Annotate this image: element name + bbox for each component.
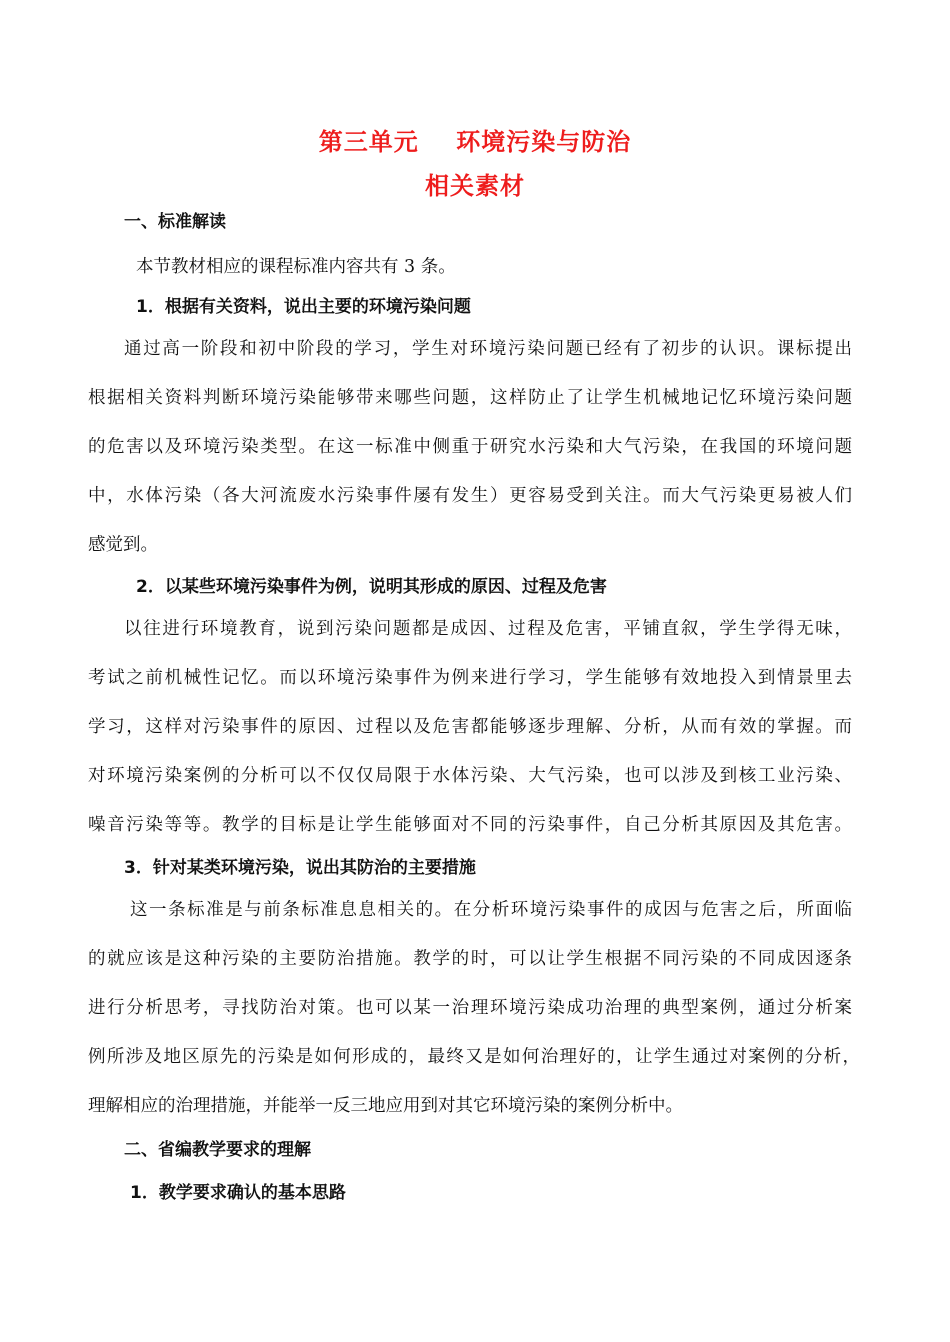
section-heading: 二、省编教学要求的理解 <box>124 1140 311 1160</box>
paragraph-line: 噪音污染等等。教学的目标是让学生能够面对不同的污染事件，自己分析其原因及其危害。 <box>88 815 852 835</box>
paragraph-line: 通过高一阶段和初中阶段的学习，学生对环境污染问题已经有了初步的认识。课标提出 <box>124 339 852 359</box>
item-heading: 1．教学要求确认的基本思路 <box>130 1183 346 1203</box>
paragraph-line: 学习，这样对污染事件的原因、过程以及危害都能够逐步理解、分析，从而有效的掌握。而 <box>88 717 852 737</box>
item-heading: 3．针对某类环境污染，说出其防治的主要措施 <box>124 858 476 878</box>
paragraph-line: 本节教材相应的课程标准内容共有 3 条。 <box>136 257 456 277</box>
paragraph-line: 例所涉及地区原先的污染是如何形成的，最终又是如何治理好的，让学生通过对案例的分析， <box>88 1047 860 1067</box>
paragraph-line: 的就应该是这种污染的主要防治措施。教学的时，可以让学生根据不同污染的不同成因逐条 <box>88 949 852 969</box>
paragraph-line: 的危害以及环境污染类型。在这一标准中侧重于研究水污染和大气污染，在我国的环境问题 <box>88 437 852 457</box>
paragraph-line: 这一条标准是与前条标准息息相关的。在分析环境污染事件的成因与危害之后，所面临 <box>130 900 852 920</box>
document-subtitle: 相关素材 <box>425 172 525 200</box>
paragraph-line: 对环境污染案例的分析可以不仅仅局限于水体污染、大气污染，也可以涉及到核工业污染、 <box>88 766 852 786</box>
paragraph-line: 考试之前机械性记忆。而以环境污染事件为例来进行学习，学生能够有效地投入到情景里去 <box>88 668 852 688</box>
paragraph-line: 理解相应的治理措施，并能举一反三地应用到对其它环境污染的案例分析中。 <box>88 1096 683 1116</box>
paragraph-line: 根据相关资料判断环境污染能够带来哪些问题，这样防止了让学生机械地记忆环境污染问题 <box>88 388 852 408</box>
document-title: 第三单元 环境污染与防治 <box>318 128 632 156</box>
section-heading: 一、标准解读 <box>124 212 226 232</box>
paragraph-line: 以往进行环境教育，说到污染问题都是成因、过程及危害，平铺直叙，学生学得无味， <box>124 619 852 639</box>
item-heading: 1．根据有关资料，说出主要的环境污染问题 <box>136 297 471 317</box>
paragraph-line: 中，水体污染（各大河流废水污染事件屡有发生）更容易受到关注。而大气污染更易被人们 <box>88 486 852 506</box>
item-heading: 2．以某些环境污染事件为例，说明其形成的原因、过程及危害 <box>136 577 607 597</box>
paragraph-line: 感觉到。 <box>88 535 158 555</box>
paragraph-line: 进行分析思考，寻找防治对策。也可以某一治理环境污染成功治理的典型案例，通过分析案 <box>88 998 852 1018</box>
